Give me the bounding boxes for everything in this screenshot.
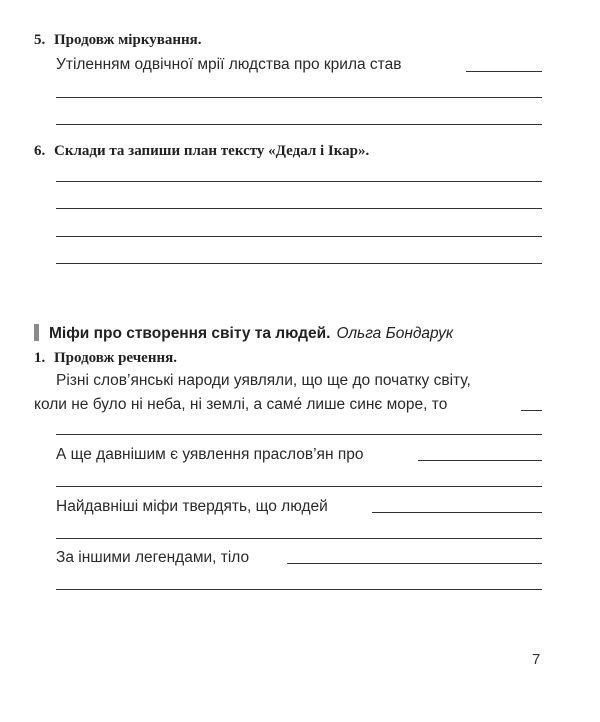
- task-5-prompt: Утіленням одвічної мрії людства про крила став: [56, 56, 402, 73]
- section-title-text: Міфи про створення світу та людей.: [49, 325, 331, 342]
- section-title: [34, 324, 453, 343]
- answer-line[interactable]: [56, 236, 542, 237]
- answer-line[interactable]: [56, 538, 542, 539]
- answer-line[interactable]: [56, 434, 542, 435]
- task-6-number: 6.: [34, 143, 46, 159]
- task-1-heading: [34, 350, 177, 367]
- answer-line[interactable]: [372, 512, 542, 513]
- answer-line[interactable]: [466, 71, 542, 72]
- answer-line[interactable]: [56, 97, 542, 98]
- task-1-title: Продовж речення.: [54, 350, 177, 366]
- task-5-heading: [34, 32, 202, 49]
- section-author: Ольга Бондарук: [336, 325, 454, 342]
- answer-line[interactable]: [56, 263, 542, 264]
- answer-line[interactable]: [56, 486, 542, 487]
- answer-line[interactable]: [56, 208, 542, 209]
- task-1-number: 1.: [34, 350, 46, 366]
- answer-line[interactable]: [56, 181, 542, 182]
- task-5-title: Продовж міркування.: [54, 32, 202, 48]
- answer-line[interactable]: [521, 410, 542, 411]
- answer-line[interactable]: [56, 124, 542, 125]
- task-6-heading: [34, 143, 369, 160]
- answer-line[interactable]: [56, 589, 542, 590]
- answer-line[interactable]: [287, 563, 542, 564]
- answer-line[interactable]: [418, 460, 542, 461]
- task-5-number: 5.: [34, 32, 46, 48]
- task-1-prompt-2: А ще давнішим є уявлення праслов’ян про: [56, 446, 364, 463]
- task-1-prompt-4: За іншими легендами, тіло: [56, 549, 250, 566]
- task-1-text-line-2: коли не було ні неба, ні землі, а саме́ лише синє море, то: [34, 396, 448, 413]
- page-number: 7: [532, 651, 541, 668]
- task-1-prompt-3: Найдавніші міфи твердять, що людей: [56, 498, 328, 515]
- task-1-text-line-1: Різні слов’янські народи уявляли, що ще до початку світу,: [56, 372, 471, 389]
- task-6-title: Склади та запиши план тексту «Дедал і Ікар».: [54, 143, 370, 159]
- section-marker-bar: [34, 324, 39, 341]
